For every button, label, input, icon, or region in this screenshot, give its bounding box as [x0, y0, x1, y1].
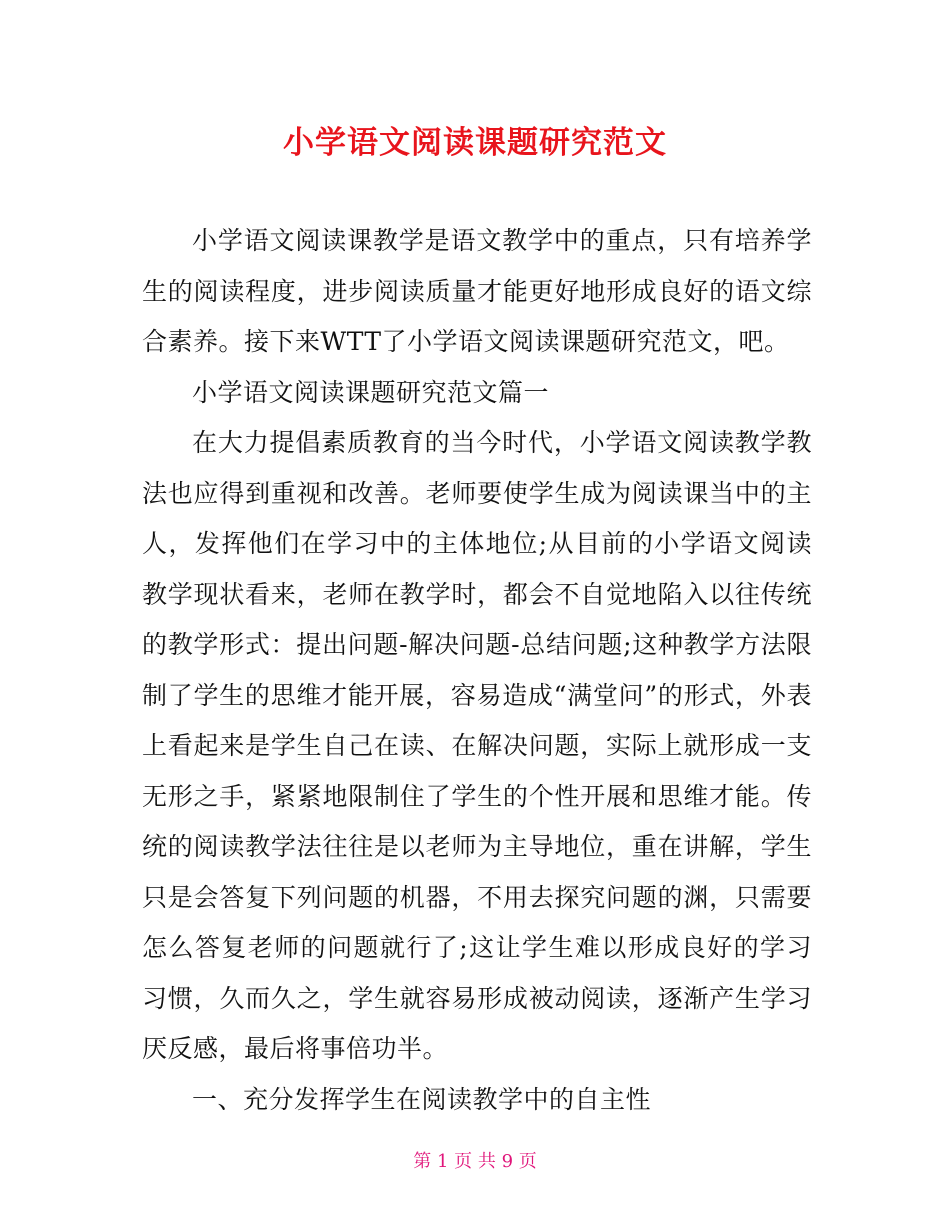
- intro-paragraph: 小学语文阅读课教学是语文教学中的重点，只有培养学生的阅读程度，进步阅读质量才能更好地形成良好的语文综合素养。接下来WTT了小学语文阅读课题研究范文，吧。: [142, 226, 812, 356]
- section-heading: 小学语文阅读课题研究范文篇一: [192, 377, 550, 407]
- subsection-heading: 一、充分发挥学生在阅读教学中的自主性: [192, 1084, 652, 1114]
- document-body: [142, 216, 812, 1125]
- page-footer: 第 1 页 共 9 页: [413, 1151, 537, 1172]
- body-paragraph: 在大力提倡素质教育的当今时代，小学语文阅读教学教法也应得到重视和改善。老师要使学生成为阅读课当中的主人，发挥他们在学习中的主体地位;从目前的小学语文阅读教学现状看来，老师在教学时，都会不自觉地陷入以往传统的教学形式：提出问题-解决问题-总结问题;这种教学方法限制了学生的思维才能开展，容易造成“满堂问”的形式，外表上看起来是学生自己在读、在解决问题，实际上就形成一支无形之手，紧紧地限制住了学生的个性开展和思维才能。传统的阅读教学法往往是以老师为主导地位，重在讲解，学生只是会答复下列问题的机器，不用去探究问题的渊，只需要怎么答复老师的问题就行了;这让学生难以形成良好的学习习惯，久而久之，学生就容易形成被动阅读，逐渐产生学习厌反感，最后将事倍功半。: [142, 428, 812, 1063]
- document-title: 小学语文阅读课题研究范文: [283, 124, 667, 161]
